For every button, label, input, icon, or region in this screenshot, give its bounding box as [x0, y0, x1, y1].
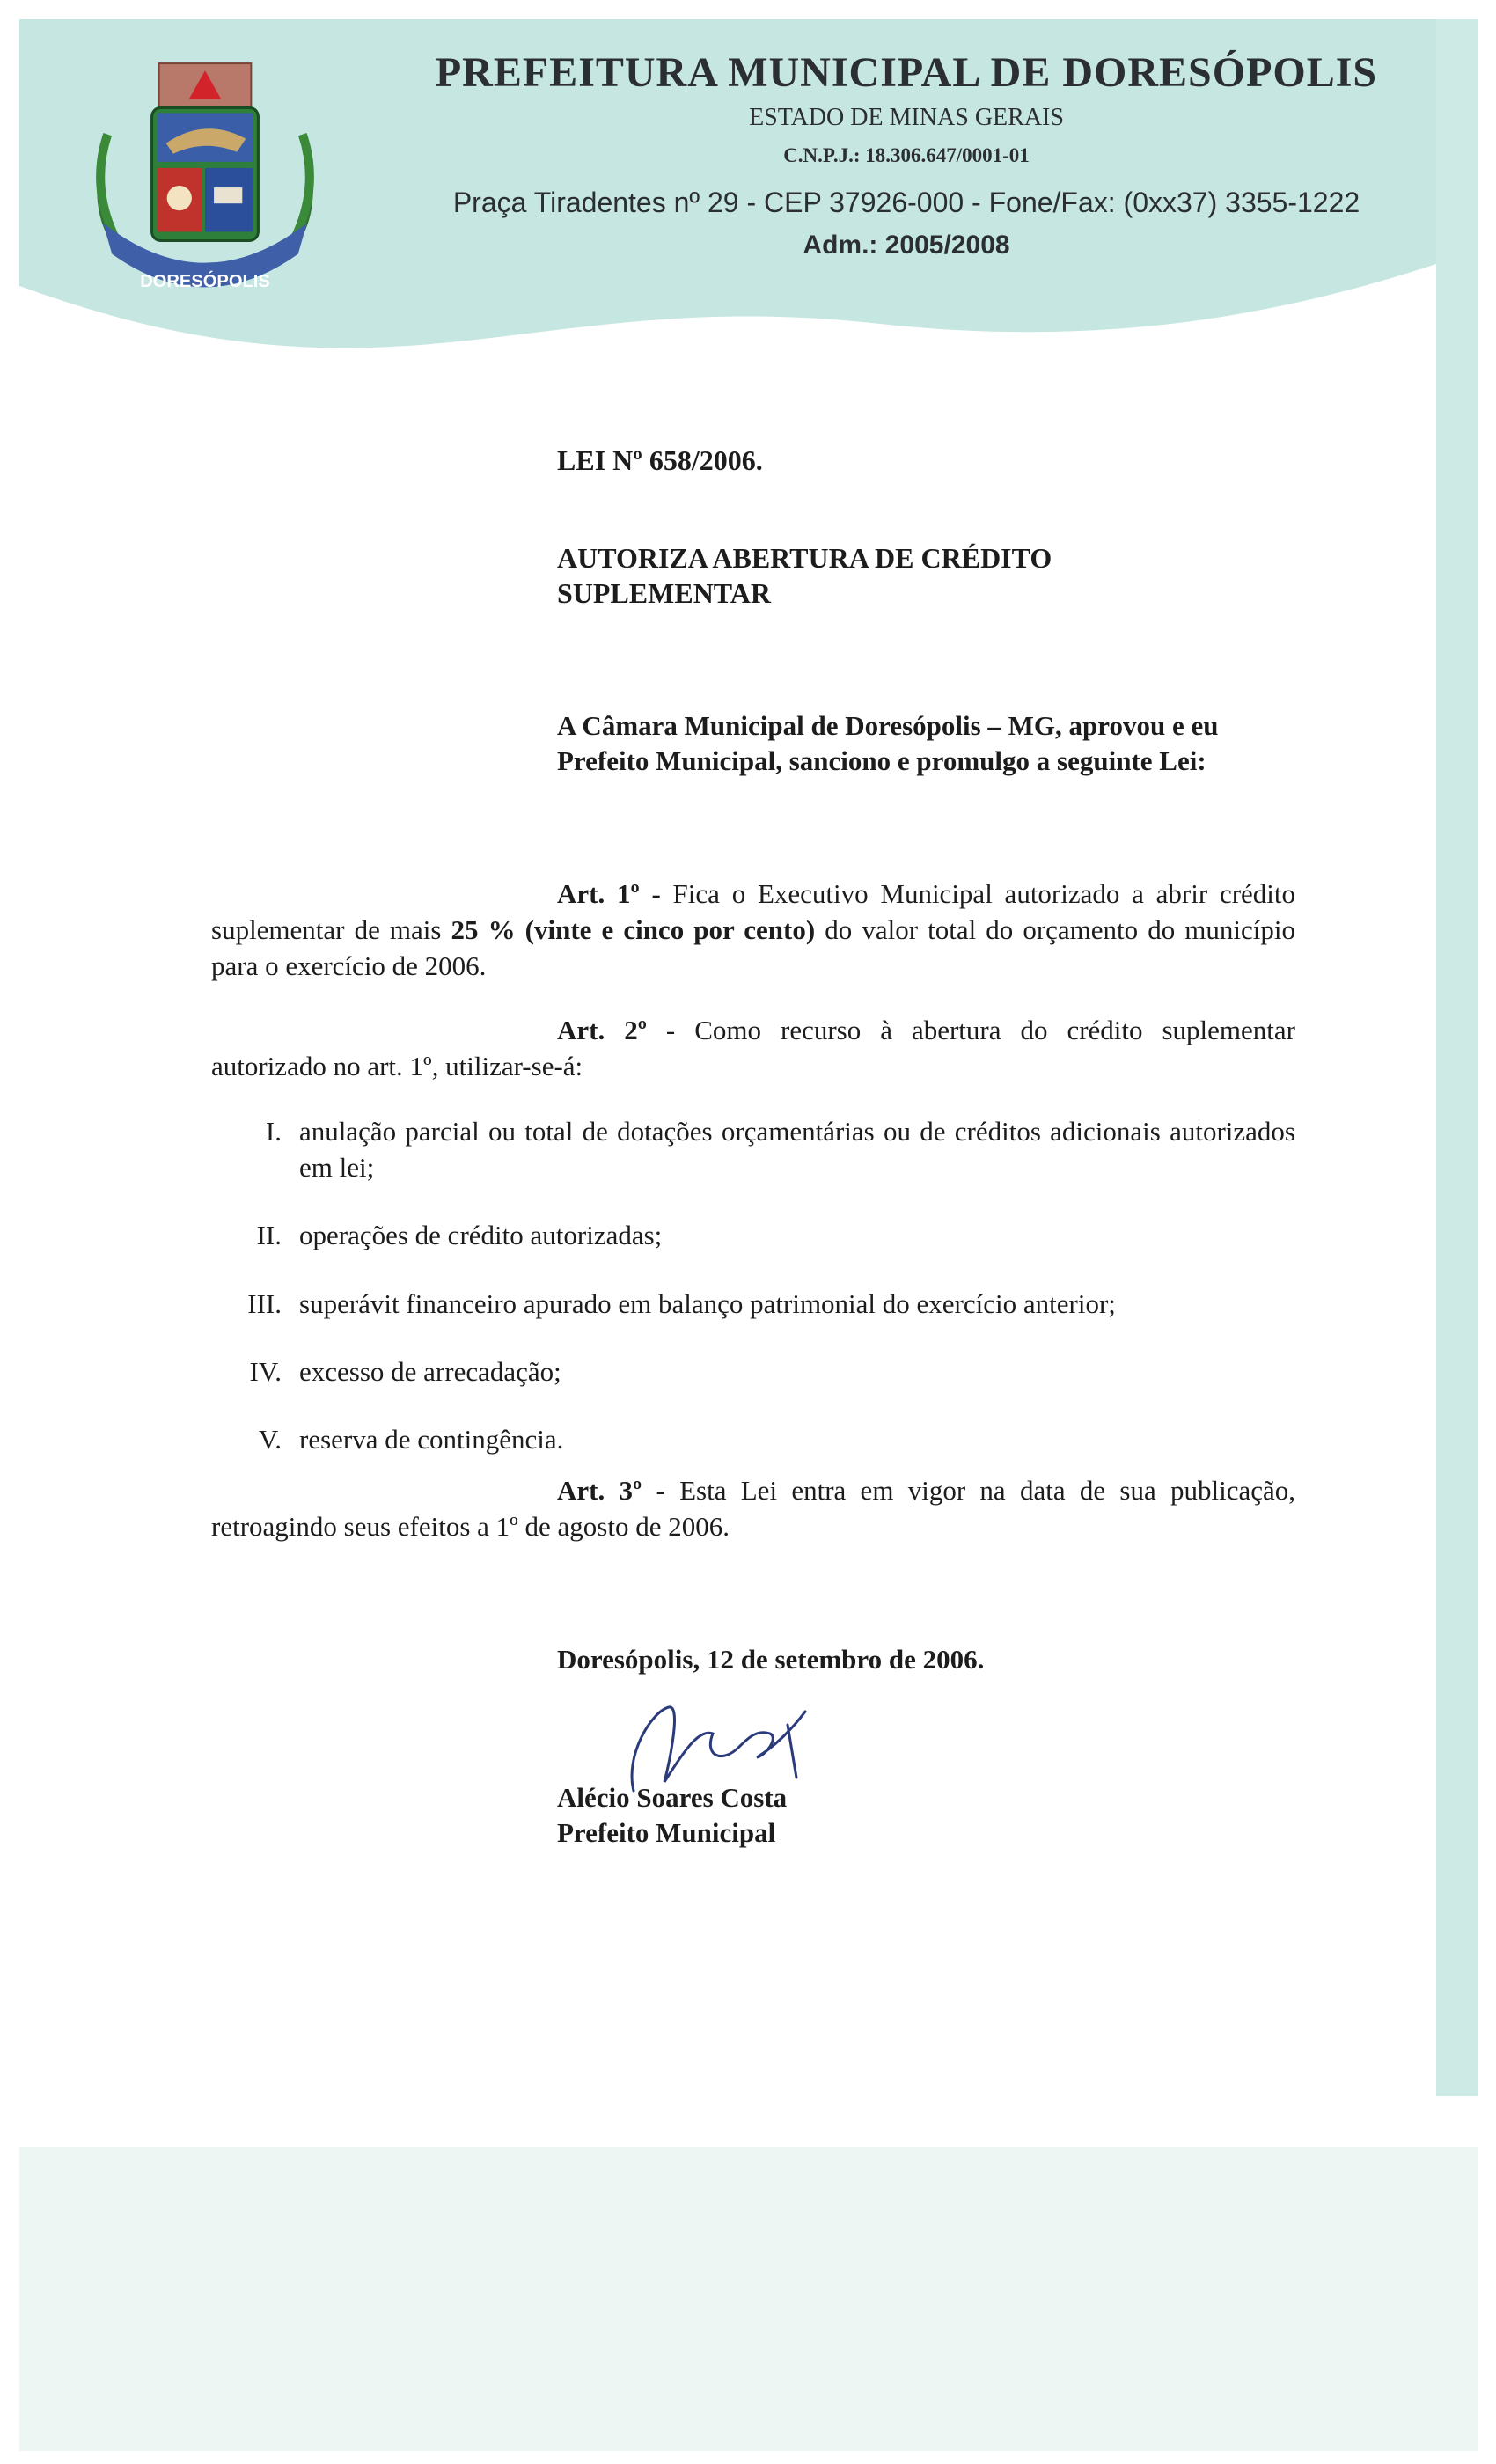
article-1-text-a: - Fica o Executivo Municipal autorizado a abrir crédito suplementar de mais	[211, 878, 1296, 946]
article-3	[211, 1472, 1295, 1544]
article-1-emphasis: 25 % (vinte e cinco por cento)	[451, 914, 816, 946]
item-number: I.	[265, 1116, 282, 1147]
header-administration: Adm.: 2005/2008	[803, 231, 1010, 260]
item-number: II.	[256, 1220, 282, 1251]
item-text: anulação parcial ou total de dotações orçamentárias ou de créditos adicionais autorizados em lei;	[299, 1116, 1295, 1184]
article-1-text-b: do valor total do orçamento do município para o exercício de 2006.	[211, 914, 1295, 982]
list-item	[211, 1217, 1295, 1253]
item-text: excesso de arrecadação;	[299, 1355, 561, 1387]
item-number: IV.	[249, 1355, 282, 1387]
article-3-label: Art. 3º	[557, 1475, 642, 1506]
place-date: Doresópolis, 12 de setembro de 2006.	[557, 1644, 985, 1675]
municipal-crest	[81, 55, 329, 303]
law-number: LEI Nº 658/2006.	[557, 444, 763, 476]
item-number: III.	[247, 1287, 282, 1319]
law-preamble: A Câmara Municipal de Doresópolis – MG, aprovou e eu Prefeito Municipal, sanciono e promulgo a seguinte Lei:	[557, 710, 1219, 777]
item-text: operações de crédito autorizadas;	[299, 1220, 663, 1251]
header-state: ESTADO DE MINAS GERAIS	[749, 104, 1064, 131]
header-cnpj: C.N.P.J.: 18.306.647/0001-01	[783, 144, 1030, 166]
article-2-label: Art. 2º	[557, 1015, 647, 1045]
crest-text: DORESÓPOLIS	[140, 271, 270, 291]
article-3-text: - Esta Lei entra em vigor na data de sua publicação, retroagindo seus efeitos a 1º de agosto de 2006.	[211, 1475, 1295, 1543]
item-text: reserva de contingência.	[299, 1424, 564, 1456]
signatory-role: Prefeito Municipal	[557, 1817, 776, 1848]
list-item	[211, 1286, 1295, 1322]
article-1-label: Art. 1º	[557, 878, 640, 909]
law-subject: AUTORIZA ABERTURA DE CRÉDITO SUPLEMENTAR	[557, 542, 1052, 609]
list-item	[211, 1353, 1295, 1390]
item-number: V.	[258, 1424, 282, 1456]
article-2-text: - Como recurso à abertura do crédito suplementar autorizado no art. 1º, utilizar-se-á:	[211, 1015, 1295, 1082]
list-item	[211, 1113, 1295, 1185]
header-address: Praça Tiradentes nº 29 - CEP 37926-000 - Fone/Fax: (0xx37) 3355-1222	[452, 187, 1360, 218]
header-title: PREFEITURA MUNICIPAL DE DORESÓPOLIS	[435, 49, 1378, 96]
list-item	[211, 1421, 1295, 1457]
article-1	[211, 876, 1295, 985]
signatory-name: Alécio Soares Costa	[557, 1782, 788, 1813]
article-2	[211, 1012, 1295, 1084]
item-text: superávit financeiro apurado em balanço patrimonial do exercício anterior;	[299, 1287, 1116, 1319]
article-2-items	[211, 1113, 1295, 1489]
